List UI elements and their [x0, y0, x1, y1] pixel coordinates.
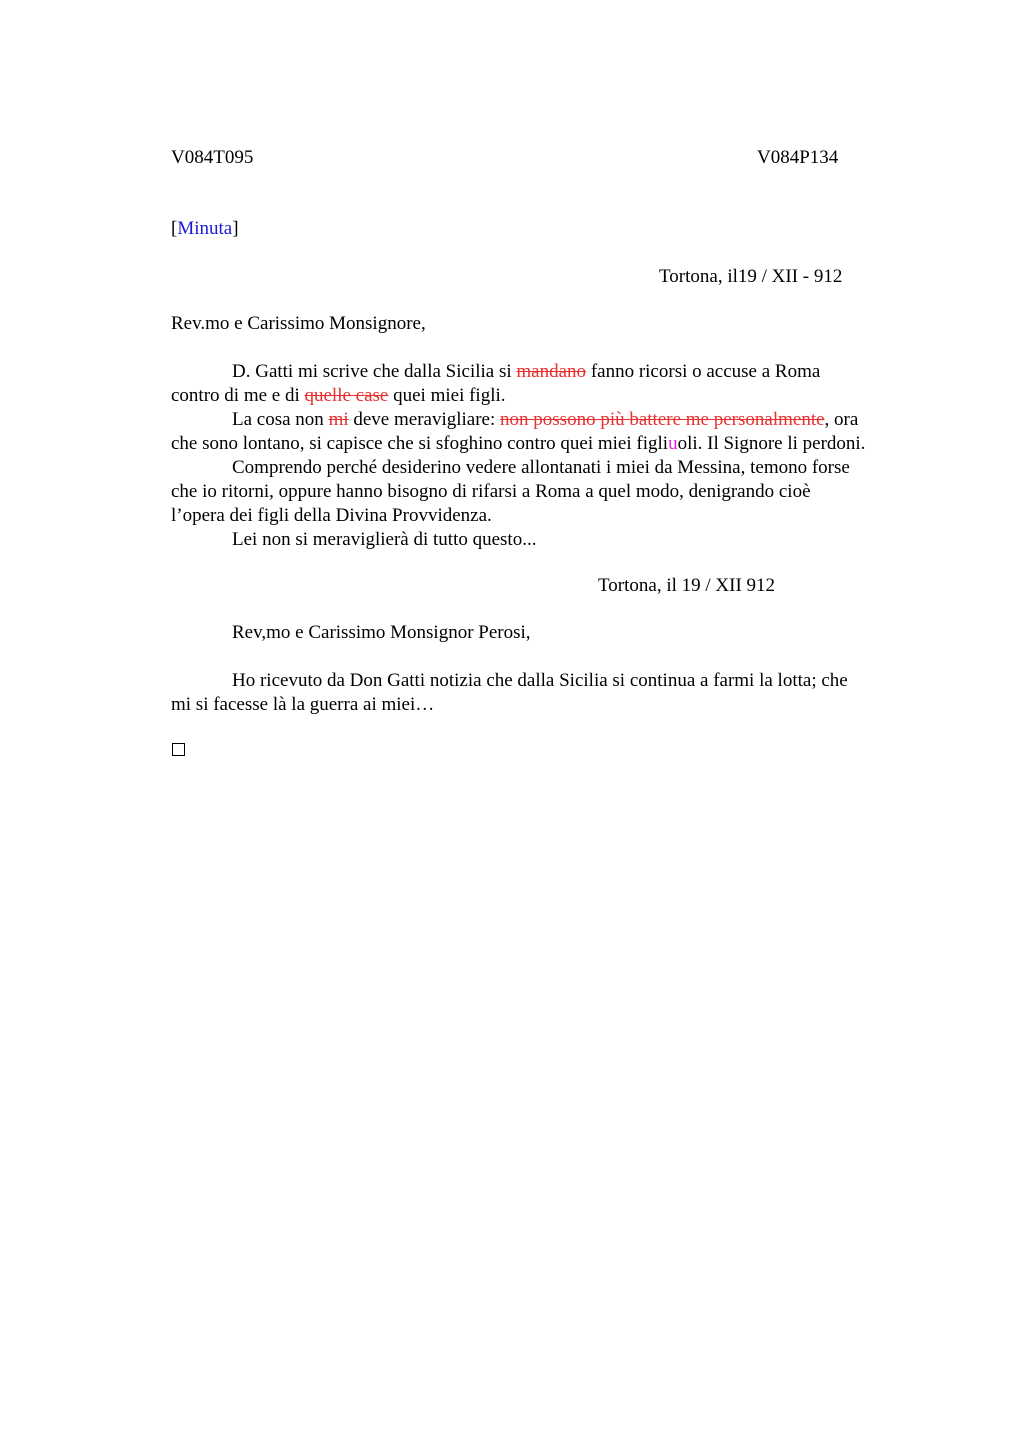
letter2-salutation: Rev,mo e Carissimo Monsignor Perosi, — [232, 622, 531, 643]
letter1-p4: Lei non si meraviglierà di tutto questo... — [232, 529, 537, 550]
letter1-p3-line2: che io ritorni, oppure hanno bisogno di rifarsi a Roma a quel modo, denigrando cioè — [171, 481, 811, 502]
minuta-label — [171, 217, 239, 241]
header-left-code: V084T095 — [171, 147, 254, 168]
header-right-code: V084P134 — [757, 147, 839, 168]
inserted-text: u — [668, 433, 678, 454]
label-bracket-open: [ — [171, 218, 178, 239]
deleted-text: mandano — [516, 361, 587, 382]
letter1-salutation: Rev.mo e Carissimo Monsignore, — [171, 313, 426, 334]
deleted-text: mi — [328, 409, 349, 430]
letter1-p1-line1: D. Gatti mi scrive che dalla Sicilia si mandano fanno ricorsi o accuse a Roma — [232, 361, 821, 382]
letter1-p3-line3: l’opera dei figli della Divina Provvidenza. — [171, 505, 492, 526]
letter1-p3-line1: Comprendo perché desiderino vedere allontanati i miei da Messina, temono forse — [232, 457, 850, 478]
deleted-text: quelle case — [304, 385, 389, 406]
letter1-body — [171, 360, 931, 552]
letter1-p2-line1: La cosa non mi deve meravigliare: non possono più battere me personalmente, ora — [232, 409, 859, 430]
letter2-p1-line2: mi si facesse là la guerra ai miei… — [171, 694, 435, 715]
letter2-p1-line1: Ho ricevuto da Don Gatti notizia che dalla Sicilia si continua a farmi la lotta; che — [232, 670, 848, 691]
checkbox-icon — [172, 743, 185, 756]
minuta-text: Minuta — [177, 218, 233, 239]
letter2-body — [171, 669, 931, 717]
deleted-text: non possono più battere me personalmente — [500, 409, 825, 430]
letter1-p1-line2: contro di me e di quelle case quei miei figli. — [171, 385, 506, 406]
letter1-p2-line2: che sono lontano, si capisce che si sfoghino contro quei miei figliuoli. Il Signore li perdoni. — [171, 433, 866, 454]
label-bracket-close: ] — [232, 218, 239, 239]
letter1-date: Tortona, il19 / XII - 912 — [659, 266, 843, 287]
letter2-date: Tortona, il 19 / XII 912 — [598, 575, 776, 596]
